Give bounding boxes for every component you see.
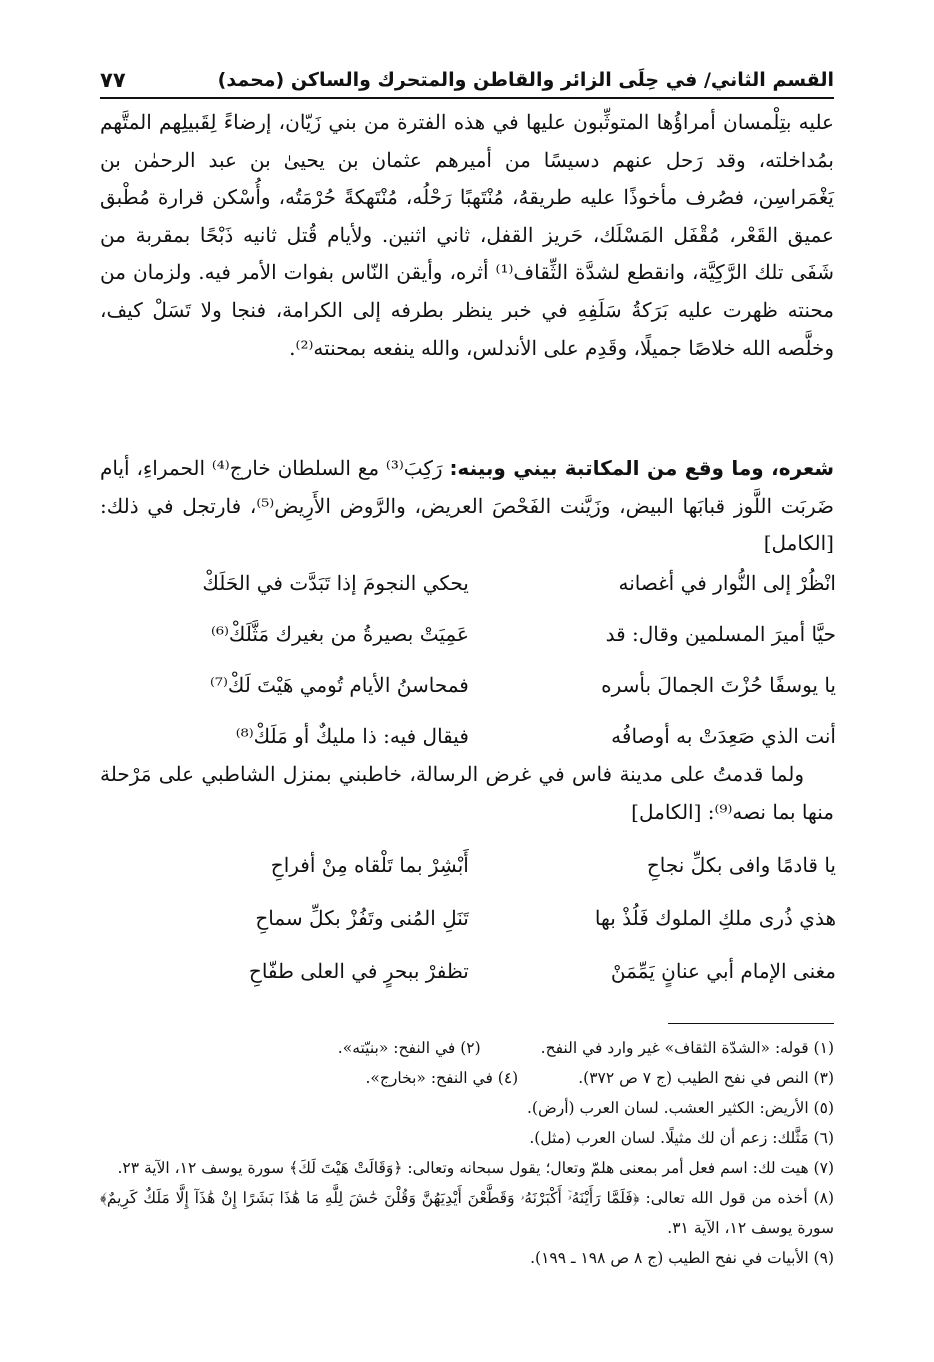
footnote-7: (٧) هيت لك: اسم فعل أمر بمعنى هلمّ وتعال؛ يقول سبحانه وتعالى: ﴿وَقَالَتْ هَيْتَ لَكَ﴾ سورة يوسف ١٢، الآية ٢٣. (117, 1159, 834, 1177)
verse-first-hemistich: مغنى الإمام أبي عنانٍ يَمِّمَنْ (610, 958, 836, 983)
verse-line (130, 891, 836, 944)
verse-first-hemistich: هذي ذُرى ملكِ الملوك فَلُذْ بها (594, 905, 836, 930)
verse-first-hemistich: أنت الذي صَعِدَتْ به أوصافُه (611, 723, 836, 748)
verse-second-hemistich: فمحاسنُ الأيام تُومي هَيْتَ لَكْ⁽⁷⁾ (210, 672, 469, 697)
footnote-1: (١) قوله: «الشدّة الثقاف» غير وارد في النفح. (540, 1039, 834, 1057)
paragraph-text: رَكِبَ⁽³⁾ مع السلطان خارج⁽⁴⁾ الحمراءِ، أيام ضَربَت اللَّوز قبابَها البيض، وزَيَّنت الفَحْصَ العريض، والرَّوض الأَرِيض⁽⁵⁾، فارتجل في ذلك: [الكامل] (100, 456, 835, 556)
paragraph-biography: عليه بتِلْمسان أمراؤُها المتوثِّبون عليها في هذه الفترة من بني زَيّان، إرضاءً لِقَبيلِهم المتَّهم بمُداخلته، وقد رَحل عنهم دسيسًا من أميرهم عثمان بن يحيىٰ بن عبد الرحمٰن بن يَغْمَراسِن، فصُرف مأخوذًا عليه طريقهُ، مُنْتَهبًا رَحْلُه، مُنْتَهكةً حُرْمَتُه، وأُسْكن قرارة مُطْبق عميق القَعْر، مُقْفَل المَسْلَك، حَريز القفل، ثاني اثنين. ولأيام قُتل ثانيه ذَبْحًا بمقربة من شَفَى تلك الرَّكِيَّة، وانقطع لشدَّة الثِّقاف⁽¹⁾ أثره، وأيقن النّاس بفوات الأمر فيه. ولزمان من محنته ظهرت عليه بَرَكةُ سَلَفِهِ في خبر ينظر بطرفه إلى الكرامة، فنجا ولا تَسَلْ كيف، وخلَّصه الله خلاصًا جميلًا، وقَدِم على الأندلس، والله ينفعه بمحنته⁽²⁾. (100, 110, 834, 360)
poem-first (130, 557, 836, 761)
footnote-row (100, 1063, 834, 1093)
footnote-row (100, 1033, 834, 1063)
verse-second-hemistich: فيقال فيه: ذا مليكٌ أو مَلَكْ⁽⁸⁾ (235, 723, 469, 748)
header-rule (100, 97, 834, 99)
verse-line (130, 838, 836, 891)
footnote-6: (٦) مَثَّلك: زعم أن لك مثيلًا. لسان العرب (مثل). (529, 1129, 834, 1147)
verse-second-hemistich: يحكي النجومَ إذا تَبَدَّت في الحَلَكْ (202, 570, 469, 595)
footnote-2: (٢) في النفح: «بنيّته». (337, 1039, 481, 1057)
footnote-3: (٣) النص في نفح الطيب (ج ٧ ص ٣٧٢). (578, 1069, 834, 1087)
footnotes (100, 1033, 834, 1273)
verse-second-hemistich: تَنَلِ المُنى وتَفُزْ بكلِّ سماحِ (255, 905, 469, 930)
paragraph-letter-intro: ولما قدمتُ على مدينة فاس في غرض الرسالة، خاطبني بمنزل الشاطبي على مَرْحلة منها بما نصه⁽⁹⁾: [الكامل] (100, 762, 834, 824)
footnote-5: (٥) الأريض: الكثير العشب. لسان العرب (أرض). (527, 1099, 834, 1117)
paragraph-poetry-intro (100, 450, 834, 563)
verse-line (130, 944, 836, 997)
verse-line (130, 710, 836, 761)
verse-first-hemistich: حيَّا أميرَ المسلمين وقال: قد (605, 621, 836, 646)
header-title: القسم الثاني/ في حِلَى الزائر والقاطن والمتحرك والساكن (محمد) (217, 69, 834, 91)
footnote-8: (٨) أخذه من قول الله تعالى: ﴿فَلَمَّا رَأَيْنَهُۥٓ أَكْبَرْنَهُۥ وَقَطَّعْنَ أَيْدِيَهُنَّ وَقُلْنَ حَٰشَ لِلَّهِ مَا هَٰذَا بَشَرًا إِنْ هَٰذَآ إِلَّا مَلَكٌ كَرِيمٌ﴾ سورة يوسف ١٢، الآية ٣١. (100, 1189, 834, 1237)
verse-line (130, 659, 836, 710)
verse-first-hemistich: يا قادمًا وافى بكلِّ نجاحِ (646, 852, 836, 877)
section-heading: شعره، وما وقع من المكاتبة بيني وبينه: (449, 456, 834, 480)
verse-first-hemistich: يا يوسفًا حُزْتَ الجمالَ بأسره (601, 672, 836, 697)
footnote-9: (٩) الأبيات في نفح الطيب (ج ٨ ص ١٩٨ ـ ١٩٩). (530, 1249, 834, 1267)
verse-line (130, 557, 836, 608)
verse-second-hemistich: عَمِيَتْ بصيرةُ من بغيرك مَثَّلَكْ⁽⁶⁾ (211, 621, 469, 646)
page-number: ٧٧ (100, 68, 126, 92)
footnote-separator (668, 1023, 834, 1024)
verse-second-hemistich: تظفرْ ببحرٍ في العلى طفّاحِ (248, 958, 469, 983)
verse-line (130, 608, 836, 659)
verse-first-hemistich: انْظُرْ إلى النُّوار في أغصانه (618, 570, 836, 595)
running-header (100, 60, 834, 100)
poem-second (130, 838, 836, 997)
verse-second-hemistich: أَبْشِرْ بما تَلْقاه مِنْ أفراحِ (270, 852, 469, 877)
footnote-4: (٤) في النفح: «بخارج». (365, 1069, 519, 1087)
